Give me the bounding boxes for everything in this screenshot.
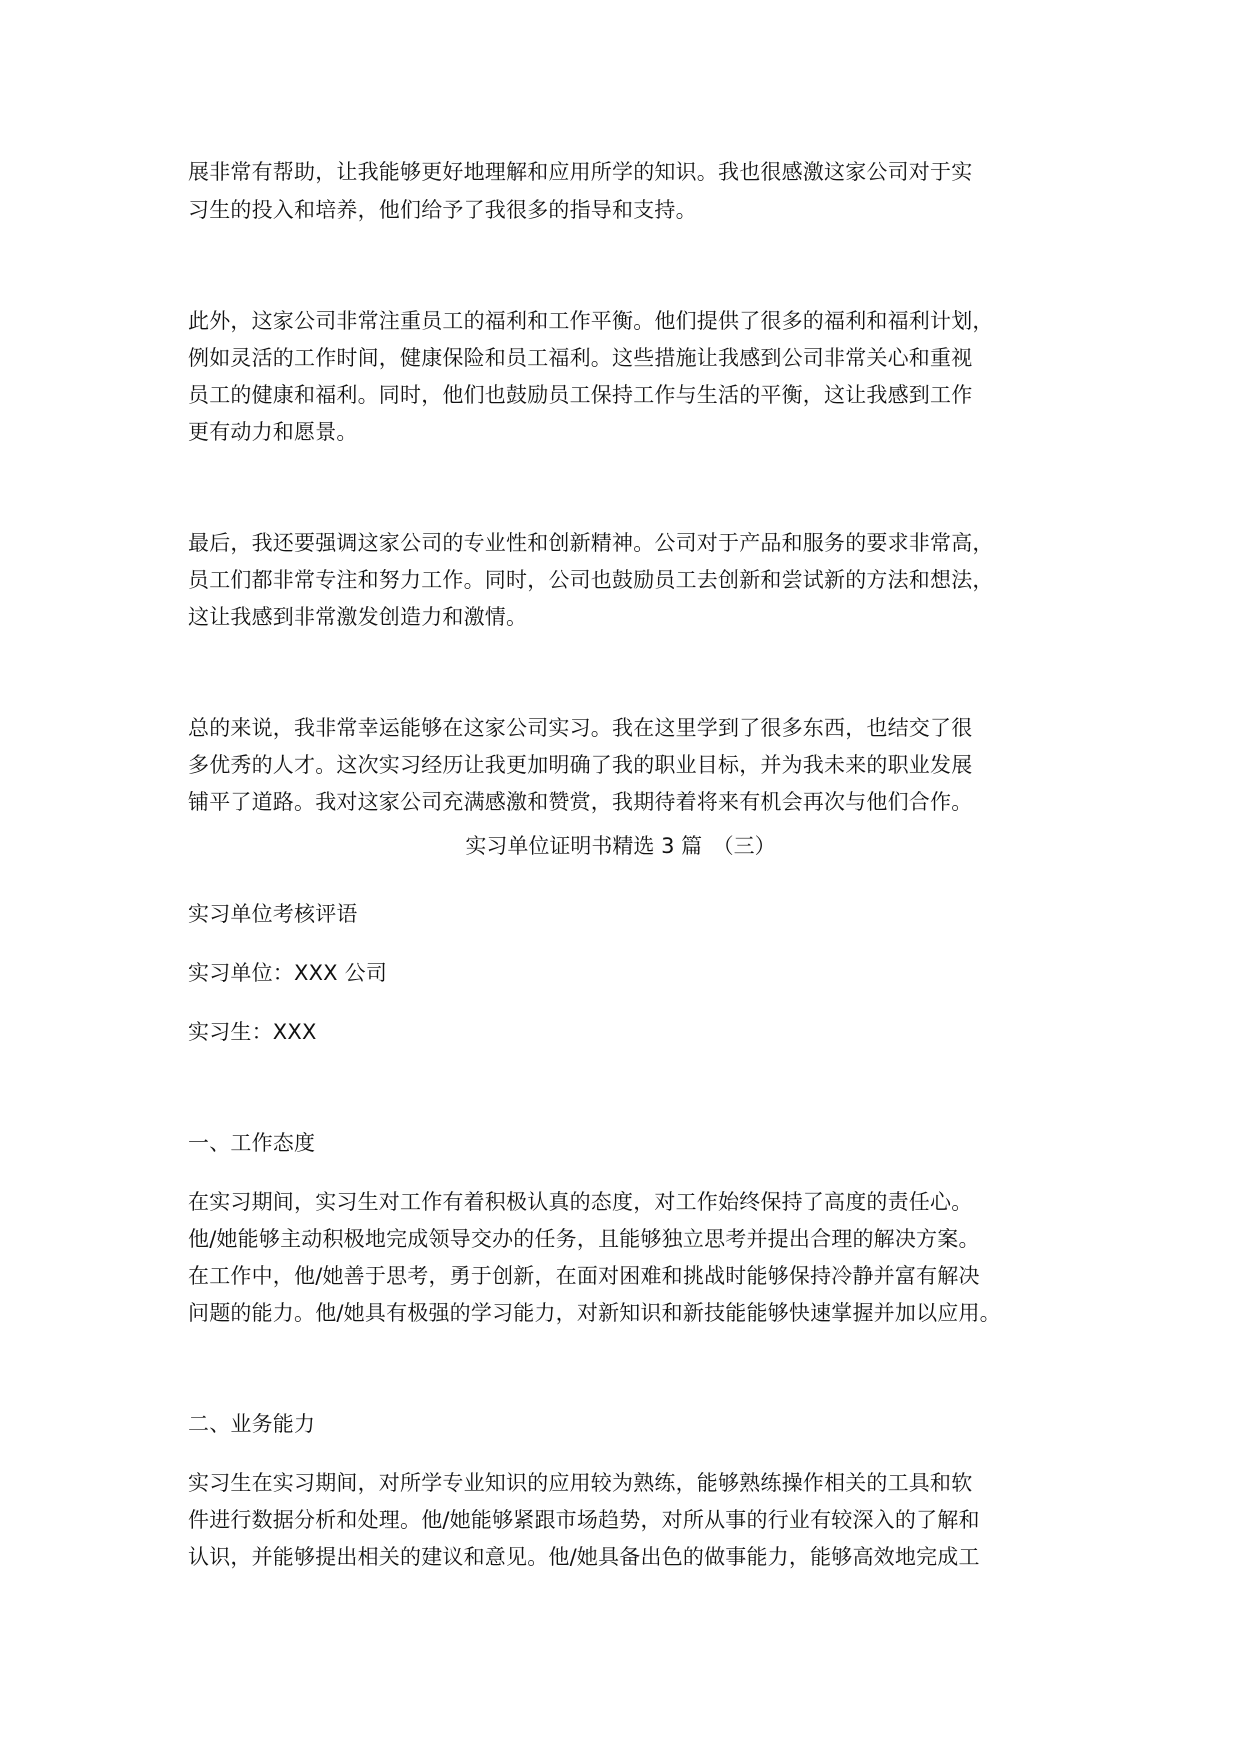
paragraph-line: 总的来说，我非常幸运能够在这家公司实习。我在这里学到了很多东西，也结交了很 [188,716,973,740]
paragraph-line: 习生的投入和培养，他们给予了我很多的指导和支持。 [188,198,697,222]
internship-unit: 实习单位：XXX 公司 [188,961,388,985]
section-heading-business-ability: 二、业务能力 [188,1412,316,1436]
paragraph-line: 在工作中，他/她善于思考，勇于创新，在面对困难和挑战时能够保持冷静并富有解决 [188,1264,980,1288]
section-heading-work-attitude: 一、工作态度 [188,1131,316,1155]
paragraph-line: 最后，我还要强调这家公司的专业性和创新精神。公司对于产品和服务的要求非常高， [188,531,994,555]
intern-name: 实习生：XXX [188,1020,317,1044]
paragraph-line: 员工们都非常专注和努力工作。同时，公司也鼓励员工去创新和尝试新的方法和想法， [188,568,994,592]
paragraph-line: 在实习期间，实习生对工作有着积极认真的态度，对工作始终保持了高度的责任心。 [188,1190,973,1214]
evaluation-heading: 实习单位考核评语 [188,902,358,926]
paragraph-line: 认识，并能够提出相关的建议和意见。他/她具备出色的做事能力，能够高效地完成工 [188,1545,980,1569]
paragraph-line: 件进行数据分析和处理。他/她能够紧跟市场趋势，对所从事的行业有较深入的了解和 [188,1508,980,1532]
section-title: 实习单位证明书精选 3 篇 （三） [465,834,776,858]
paragraph-line: 员工的健康和福利。同时，他们也鼓励员工保持工作与生活的平衡，这让我感到工作 [188,383,973,407]
paragraph-line: 更有动力和愿景。 [188,420,358,444]
paragraph-line: 这让我感到非常激发创造力和激情。 [188,605,528,629]
paragraph-line: 问题的能力。他/她具有极强的学习能力，对新知识和新技能能够快速掌握并加以应用。 [188,1301,1001,1325]
paragraph-line: 此外，这家公司非常注重员工的福利和工作平衡。他们提供了很多的福利和福利计划， [188,309,994,333]
paragraph-line: 实习生在实习期间，对所学专业知识的应用较为熟练，能够熟练操作相关的工具和软 [188,1471,973,1495]
paragraph-line: 例如灵活的工作时间，健康保险和员工福利。这些措施让我感到公司非常关心和重视 [188,346,973,370]
paragraph-line: 展非常有帮助，让我能够更好地理解和应用所学的知识。我也很感激这家公司对于实 [188,160,973,184]
paragraph-line: 他/她能够主动积极地完成领导交办的任务，且能够独立思考并提出合理的解决方案。 [188,1227,980,1251]
paragraph-line: 铺平了道路。我对这家公司充满感激和赞赏，我期待着将来有机会再次与他们合作。 [188,790,973,814]
paragraph-line: 多优秀的人才。这次实习经历让我更加明确了我的职业目标，并为我未来的职业发展 [188,753,973,777]
